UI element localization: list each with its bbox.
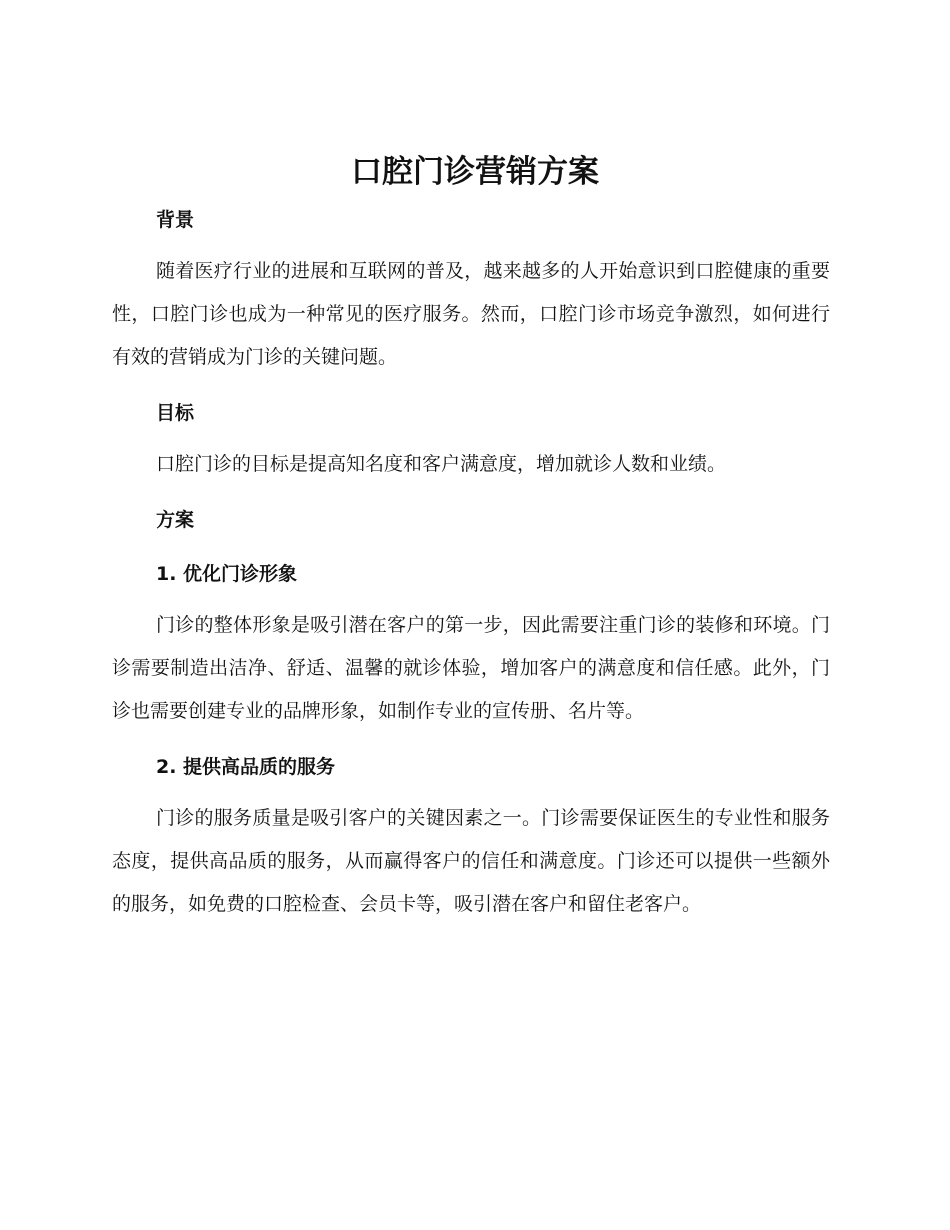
paragraph-plan-2: 门诊的服务质量是吸引客户的关键因素之一。门诊需要保证医生的专业性和服务态度，提供高品质的服务，从而赢得客户的信任和满意度。门诊还可以提供一些额外的服务，如免费的口腔检查、会员卡等，吸引潜在客户和留住老客户。 — [112, 807, 830, 915]
paragraph-background: 随着医疗行业的进展和互联网的普及，越来越多的人开始意识到口腔健康的重要性，口腔门诊也成为一种常见的医疗服务。然而，口腔门诊市场竞争激烈，如何进行有效的营销成为门诊的关键问题。 — [112, 260, 830, 368]
paragraph-goal: 口腔门诊的目标是提高知名度和客户满意度，增加就诊人数和业绩。 — [156, 453, 727, 475]
section-heading-goal: 目标 — [156, 402, 195, 424]
section-heading-plan: 方案 — [156, 509, 195, 531]
document-title: 口腔门诊营销方案 — [351, 154, 599, 190]
section-heading-background: 背景 — [156, 209, 195, 231]
document-body — [112, 200, 830, 926]
paragraph-plan-1: 门诊的整体形象是吸引潜在客户的第一步，因此需要注重门诊的装修和环境。门诊需要制造出洁净、舒适、温馨的就诊体验，增加客户的满意度和信任感。此外，门诊也需要创建专业的品牌形象，如制作专业的宣传册、名片等。 — [112, 614, 830, 722]
subsection-heading-2: 2. 提供高品质的服务 — [156, 756, 336, 778]
subsection-heading-1: 1. 优化门诊形象 — [156, 563, 298, 585]
